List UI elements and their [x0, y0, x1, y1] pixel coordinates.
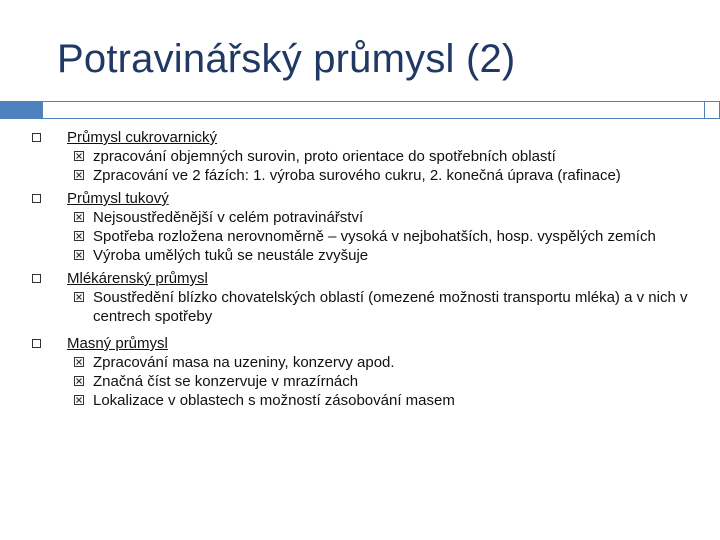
header-divider-bar	[42, 101, 720, 119]
list-item-text: Soustředění blízko chovatelských oblastí (omezené možnosti transportu mléka) a v nich v centrech spotřeby	[93, 289, 688, 325]
list-item	[32, 246, 692, 265]
sub-list	[32, 208, 692, 265]
x-bullet-icon	[74, 231, 84, 241]
list-item	[32, 166, 692, 185]
x-bullet-icon	[74, 250, 84, 260]
slide-title: Potravinářský průmysl (2)	[57, 37, 516, 81]
section-heading-label: Masný průmysl	[67, 335, 168, 352]
list-item-text: Značná číst se konzervuje v mrazírnách	[93, 373, 359, 390]
section-heading	[32, 334, 692, 353]
sub-list	[32, 353, 692, 410]
x-bullet-icon	[74, 151, 84, 161]
x-bullet-icon	[74, 376, 84, 386]
section-fat	[32, 189, 692, 265]
list-item	[32, 208, 692, 227]
section-meat	[32, 334, 692, 410]
section-sugar	[32, 128, 692, 185]
x-bullet-icon	[74, 292, 84, 302]
section-heading-label: Průmysl cukrovarnický	[67, 129, 218, 146]
list-item-text: Zpracování masa na uzeniny, konzervy apod.	[93, 354, 395, 371]
slide-content	[32, 128, 692, 410]
square-bullet-icon	[32, 274, 41, 283]
list-item	[32, 288, 692, 326]
square-bullet-icon	[32, 194, 41, 203]
x-bullet-icon	[74, 357, 84, 367]
square-bullet-icon	[32, 133, 41, 142]
section-heading	[32, 269, 692, 288]
list-item-text: Lokalizace v oblastech s možností zásobování masem	[93, 392, 455, 409]
section-heading-label: Průmysl tukový	[67, 190, 169, 207]
list-item-text: Spotřeba rozložena nerovnoměrně – vysoká v nejbohatších, hosp. vyspělých zemích	[93, 228, 656, 245]
list-item	[32, 391, 692, 410]
x-bullet-icon	[74, 395, 84, 405]
x-bullet-icon	[74, 212, 84, 222]
square-bullet-icon	[32, 339, 41, 348]
x-bullet-icon	[74, 170, 84, 180]
list-item-text: Zpracování ve 2 fázích: 1. výroba surového cukru, 2. konečná úprava (rafinace)	[93, 167, 621, 184]
list-item-text: Výroba umělých tuků se neustále zvyšuje	[93, 247, 369, 264]
header-accent-bar	[0, 101, 42, 119]
section-heading	[32, 128, 692, 147]
list-item	[32, 372, 692, 391]
list-item	[32, 147, 692, 166]
section-dairy	[32, 269, 692, 326]
sub-list	[32, 147, 692, 185]
sub-list	[32, 288, 692, 326]
list-item	[32, 227, 692, 246]
list-item-text: Nejsoustředěnější v celém potravinářství	[93, 209, 364, 226]
section-heading-label: Mlékárenský průmysl	[67, 270, 208, 287]
list-item	[32, 353, 692, 372]
section-heading	[32, 189, 692, 208]
list-item-text: zpracování objemných surovin, proto orientace do spotřebních oblastí	[93, 148, 556, 165]
